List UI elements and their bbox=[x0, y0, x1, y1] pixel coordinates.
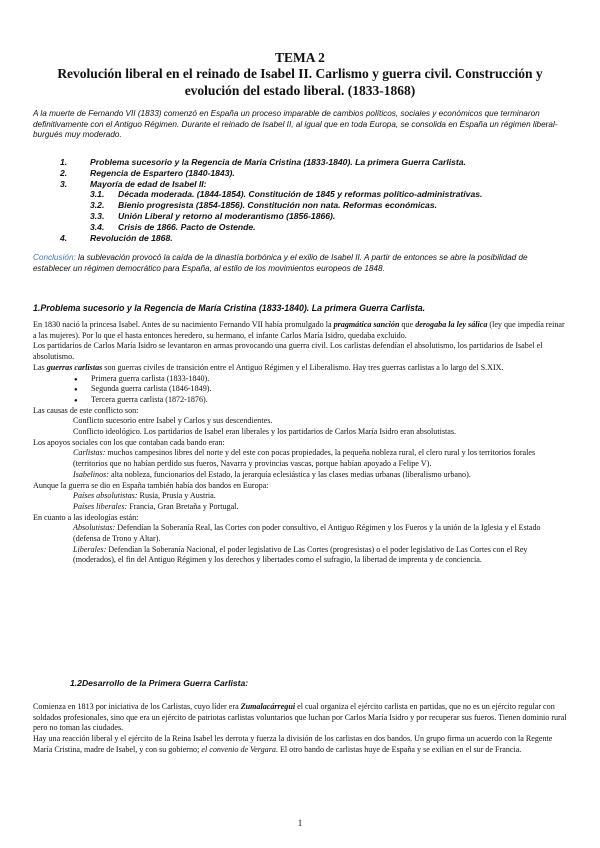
paragraph: Las causas de este conflicto son: bbox=[33, 405, 139, 415]
toc-subitem: 3.4. Crisis de 1866. Pacto de Ostende. bbox=[90, 221, 256, 232]
paragraph: En cuanto a las ideologías están: bbox=[33, 512, 139, 522]
list-item: Liberales: Defendían la Soberanía Nacional, el poder legislativo de Las Cortes (progresistas) o el poder legislativo de Las Cortes con el Rey (moderados), el fin del Antiguo Régimen y los derechos y libertades como el sufragio, la libertad de imprenta y de conciencia. bbox=[73, 544, 528, 565]
list-item: Conflicto ideológico. Los partidarios de Isabel eran liberales y los partidarios de Carlos María Isidro eran absolutistas. bbox=[73, 427, 456, 437]
section-body bbox=[33, 320, 567, 566]
paragraph: En 1830 nació la princesa Isabel. Antes de su nacimiento Fernando VII había promulgado la pragmática sanción que derogaba la ley sálica (ley que impedía reinar a las mujeres). Por lo que el hasta entonces heredero, su hermano, el infante Carlos María Isidro, quedaba excluido. bbox=[33, 320, 565, 340]
conclusion-text: la sublevación provocó la caída de la dinastía borbónica y el exilio de Isabel II. A partir de entonces se abre la posibilidad de establecer un régimen democrático para España, al estilo de los movimientos europeos de 1848. bbox=[33, 253, 528, 273]
paragraph: Comienza en 1813 por iniciativa de los Carlistas, cuyo líder era Zumalacárregui el cual organiza el ejército carlista en partidas, que no es un ejército regular con soldados profesionales, sino que era un ejército de patriotas carlistas voluntarios que luchan por Carlos María Isidro y por recuperar sus fueros. Tienen dominio rural pero no toman las ciudades. bbox=[33, 702, 567, 733]
wars-list bbox=[33, 374, 567, 406]
table-of-contents bbox=[60, 157, 560, 243]
list-item: Carlistas: muchos campesinos libres del norte y del este con pocas propiedades, la pequeña nobleza rural, el clero rural y los territorios forales (territorios que no habían perdido sus fueros, Navarra y provincias vascas, porque habían apoyado a Felipe V). bbox=[73, 448, 536, 469]
list-item: Isabelinos: alta nobleza, funcionarios del Estado, la jerarquía eclesiástica y las clases medias urbanas (liberalismo urbano). bbox=[73, 469, 471, 479]
page-subtitle: Revolución liberal en el reinado de Isabel II. Carlismo y guerra civil. Construcción y evolución del estado liberal. (1833-1868) bbox=[57, 66, 543, 98]
section-heading: 1.Problema sucesorio y la Regencia de María Cristina (1833-1840). La primera Guerra Carlista. bbox=[33, 303, 426, 313]
toc-item: 1. Problema sucesorio y la Regencia de María Cristina (1833-1840). La primera Guerra Carlista. bbox=[60, 157, 466, 167]
paragraph: Las guerras carlistas son guerras civiles de transición entre el Antiguo Régimen y el Liberalismo. Hay tres guerras carlistas a lo largo del S.XIX. bbox=[33, 362, 504, 372]
list-item: Países liberales: Francia, Gran Bretaña y Portugal. bbox=[73, 501, 239, 511]
paragraph: Hay una reacción liberal y el ejército de la Reina Isabel les derrota y fuerza la división de los carlistas en dos bandos. Un grupo firma un acuerdo con la Regente María Cristina, madre de Isabel, y con su gobierno; el convenio de Vergara. El otro bando de carlistas huye de España y se exilian en el sur de Francia. bbox=[33, 734, 553, 754]
conclusion-label: Conclusión: bbox=[33, 253, 76, 262]
paragraph: Los apoyos sociales con los que contaban cada bando eran: bbox=[33, 437, 225, 447]
intro-paragraph: A la muerte de Fernando VII (1833) comenzó en España un proceso imparable de cambios políticos, sociales y económicos que terminaron definitivamente con el Antiguo Régimen. Durante el reinado de Isabel II, al igual que en toda Europa, se consolida en España un régimen liberal-burgués muy moderado. bbox=[33, 109, 558, 140]
list-item: Conflicto sucesorio entre Isabel y Carlos y sus descendientes. bbox=[73, 416, 273, 426]
subsection-heading: 1.2Desarrollo de la Primera Guerra Carlista: bbox=[70, 678, 249, 688]
paragraph: Los partidarios de Carlos María Isidro se levantaron en armas provocando una guerra civil. Los carlistas defendían el absolutismo, los partidarios de Isabel el absolutismo. bbox=[33, 341, 543, 362]
list-item: ● Primera guerra carlista (1833-1840). bbox=[91, 374, 567, 385]
list-item: ● Segunda guerra carlista (1846-1849). bbox=[91, 384, 567, 395]
conclusion bbox=[33, 253, 567, 274]
toc-subitem: 3.1. Década moderada. (1844-1854). Constitución de 1845 y reformas político-administrativas. bbox=[90, 189, 483, 200]
toc-item: 3. Mayoría de edad de Isabel II: bbox=[60, 178, 207, 189]
subsection-body bbox=[33, 702, 567, 756]
toc-subitem: 3.3. Unión Liberal y retorno al moderantismo (1856-1866). bbox=[90, 210, 336, 221]
list-item: ● Tercera guerra carlista (1872-1876). bbox=[91, 395, 567, 406]
list-item: Países absolutistas: Rusia, Prusia y Austria. bbox=[73, 491, 216, 501]
page-number: 1 bbox=[297, 818, 303, 828]
toc-subitem: 3.2. Bienio progresista (1854-1856). Constitución non nata. Reformas económicas. bbox=[90, 200, 438, 211]
paragraph: Aunque la guerra se dio en España también había dos bandos en Europa: bbox=[33, 480, 269, 490]
toc-item: 4. Revolución de 1868. bbox=[60, 232, 173, 243]
list-item: Absolutistas: Defendían la Soberanía Real, las Cortes con poder consultivo, el Antiguo Régimen y los Fueros y la unión de la Iglesia y el Estado (defensa de Trono y Altar). bbox=[73, 523, 541, 544]
toc-item: 2. Regencia de Espartero (1840-1843). bbox=[60, 167, 235, 178]
page-title: TEMA 2 bbox=[275, 50, 325, 65]
